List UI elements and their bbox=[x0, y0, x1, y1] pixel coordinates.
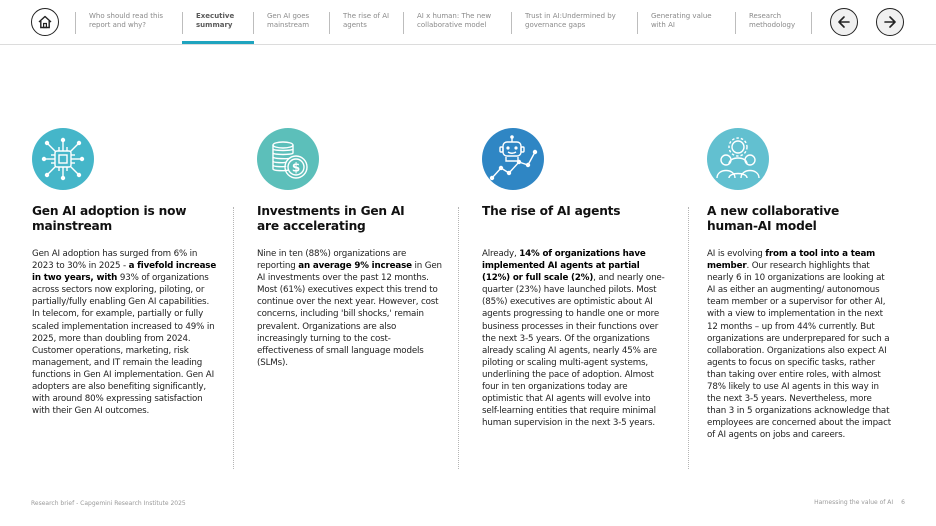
top-navigation bbox=[0, 0, 936, 45]
nav-item-who-should-read[interactable] bbox=[75, 12, 163, 34]
title-line: human-AI model bbox=[707, 219, 817, 233]
body-text: Nine in ten (88%) organizations are reporting bbox=[257, 249, 407, 272]
column-title bbox=[482, 204, 667, 219]
nav-label: Generating value bbox=[651, 12, 712, 20]
nav-label: The rise of AI bbox=[343, 12, 390, 20]
page-number: 6 bbox=[901, 499, 905, 506]
arrow-left-icon bbox=[836, 14, 852, 30]
title-line: The rise of AI agents bbox=[482, 204, 621, 218]
title-line: Gen AI adoption is now bbox=[32, 204, 187, 218]
column-divider bbox=[688, 207, 689, 469]
previous-page-button[interactable] bbox=[830, 8, 858, 36]
nav-item-rise-of-agents[interactable] bbox=[329, 12, 389, 34]
nav-label: Trust in AI:Undermined by bbox=[525, 12, 616, 20]
active-tab-indicator bbox=[182, 41, 254, 44]
nav-label: Gen AI goes bbox=[267, 12, 310, 20]
title-line: Investments in Gen AI bbox=[257, 204, 405, 218]
nav-label: methodology bbox=[749, 20, 796, 29]
body-text: 93% bbox=[117, 273, 139, 284]
nav-label: collaborative model bbox=[417, 20, 487, 29]
column-ai-agents bbox=[482, 128, 667, 429]
footer-source: Research brief - Capgemini Research Institute 2025 bbox=[31, 500, 186, 507]
nav-label: Who should read this bbox=[89, 12, 164, 20]
home-icon bbox=[37, 14, 53, 30]
nav-label: Executive bbox=[196, 12, 235, 20]
body-text: in Gen AI investments over the past 12 months. Most (61%) executives expect this trend to continue over the next year. However, cost concerns, including 'bill shocks,' remain prevalent. Organizations are also increasingly turning to the cost-effectiveness of small language models (SLMs). bbox=[257, 261, 442, 368]
body-text: Already, bbox=[482, 249, 520, 259]
body-highlight: 14% of organizations have implemented AI agents at partial (12%) or full scale (2%) bbox=[482, 249, 646, 284]
home-button[interactable] bbox=[31, 8, 59, 36]
column-investments bbox=[257, 128, 442, 369]
nav-label: Research bbox=[749, 12, 782, 20]
footer-report-title bbox=[814, 499, 905, 506]
people-collaboration-icon bbox=[707, 128, 769, 190]
body-text: of organizations across sectors now exploring, piloting, or partially/fully enabling Gen AI capabilities. In telecom, for example, partially or fully scaled implementation increased to 49% in 2025, more than doubling from 2024. Customer operations, marketing, risk management, and IT remain the leading functions in Gen AI implementation. Gen AI adopters are also benefiting significantly, with around 80% expressing satisfaction with their Gen AI outcomes. bbox=[32, 273, 215, 417]
nav-item-ai-x-human[interactable] bbox=[403, 12, 491, 34]
coins-stack-icon bbox=[257, 128, 319, 190]
next-page-button[interactable] bbox=[876, 8, 904, 36]
column-title bbox=[707, 204, 892, 234]
nav-item-gen-ai-mainstream[interactable] bbox=[253, 12, 309, 34]
nav-label: with AI bbox=[651, 20, 675, 29]
body-highlight: a fivefold bbox=[128, 261, 174, 272]
nav-item-trust-in-ai[interactable] bbox=[511, 12, 616, 34]
body-text: , and nearly one-quarter (23%) have launched pilots. Most (85%) executives are optimistic about AI agents progressing to handle one or more business processes in their functions over the next 3-5 years. Of the organizations already scaling AI agents, nearly 45% are piloting or scaling multi-agent systems, underlining the pace of adoption. Almost four in ten organizations today are optimistic that AI agents will evolve into self-learning entities that require minimal human supervision in the next 3-5 years. bbox=[482, 273, 665, 429]
nav-label: AI x human: The new bbox=[417, 12, 492, 20]
body-highlight: from a tool into a team member bbox=[707, 249, 876, 272]
nav-label: mainstream bbox=[267, 20, 310, 29]
title-line: mainstream bbox=[32, 219, 113, 233]
body-text: in 2023 to 30% in 2025 - bbox=[32, 249, 198, 272]
column-title bbox=[257, 204, 442, 234]
nav-item-research-methodology[interactable] bbox=[735, 12, 795, 34]
column-body bbox=[257, 248, 442, 369]
nav-label: summary bbox=[196, 20, 233, 29]
column-gen-ai-adoption bbox=[32, 128, 217, 417]
column-body bbox=[482, 248, 667, 429]
body-text: . Our research highlights that nearly 6 in 10 organizations are looking at AI as either an augmenting/ autonomous team member or a supervisor for other AI, with a view to implementation in the next 12 months – up from 44% currently. But organizations are underprepared for such a collaboration. Organizations also expect AI agents to focus on specific tasks, rather than taking over entire roles, with almost 78% likely to use AI agents in this way in the next 3-5 years. Nevertheless, more than 3 in 5 organizations acknowledge that employees are concerned about the impact of AI agents on jobs and careers. bbox=[707, 261, 891, 441]
nav-label: report and why? bbox=[89, 20, 147, 29]
body-text: AI is evolving bbox=[707, 249, 766, 259]
nav-item-generating-value[interactable] bbox=[637, 12, 712, 34]
column-collaborative-model bbox=[707, 128, 892, 442]
arrow-right-icon bbox=[882, 14, 898, 30]
column-body bbox=[32, 248, 217, 417]
nav-label: agents bbox=[343, 20, 367, 29]
body-text: Gen AI adoption has surged from 6% bbox=[32, 249, 188, 259]
column-divider bbox=[233, 207, 234, 469]
chip-network-icon bbox=[32, 128, 94, 190]
column-title bbox=[32, 204, 217, 234]
nav-divider bbox=[811, 12, 812, 34]
footer-title: Harnessing the value of AI bbox=[814, 499, 894, 506]
nav-label: governance gaps bbox=[525, 20, 586, 29]
column-divider bbox=[458, 207, 459, 469]
robot-chart-icon bbox=[482, 128, 544, 190]
column-body bbox=[707, 248, 892, 442]
svg-text:$: $ bbox=[291, 160, 301, 175]
title-line: A new collaborative bbox=[707, 204, 840, 218]
nav-item-executive-summary[interactable] bbox=[182, 12, 234, 34]
body-highlight: increase in two years, with bbox=[32, 261, 217, 284]
body-highlight: an average 9% increase bbox=[298, 261, 412, 272]
title-line: are accelerating bbox=[257, 219, 366, 233]
